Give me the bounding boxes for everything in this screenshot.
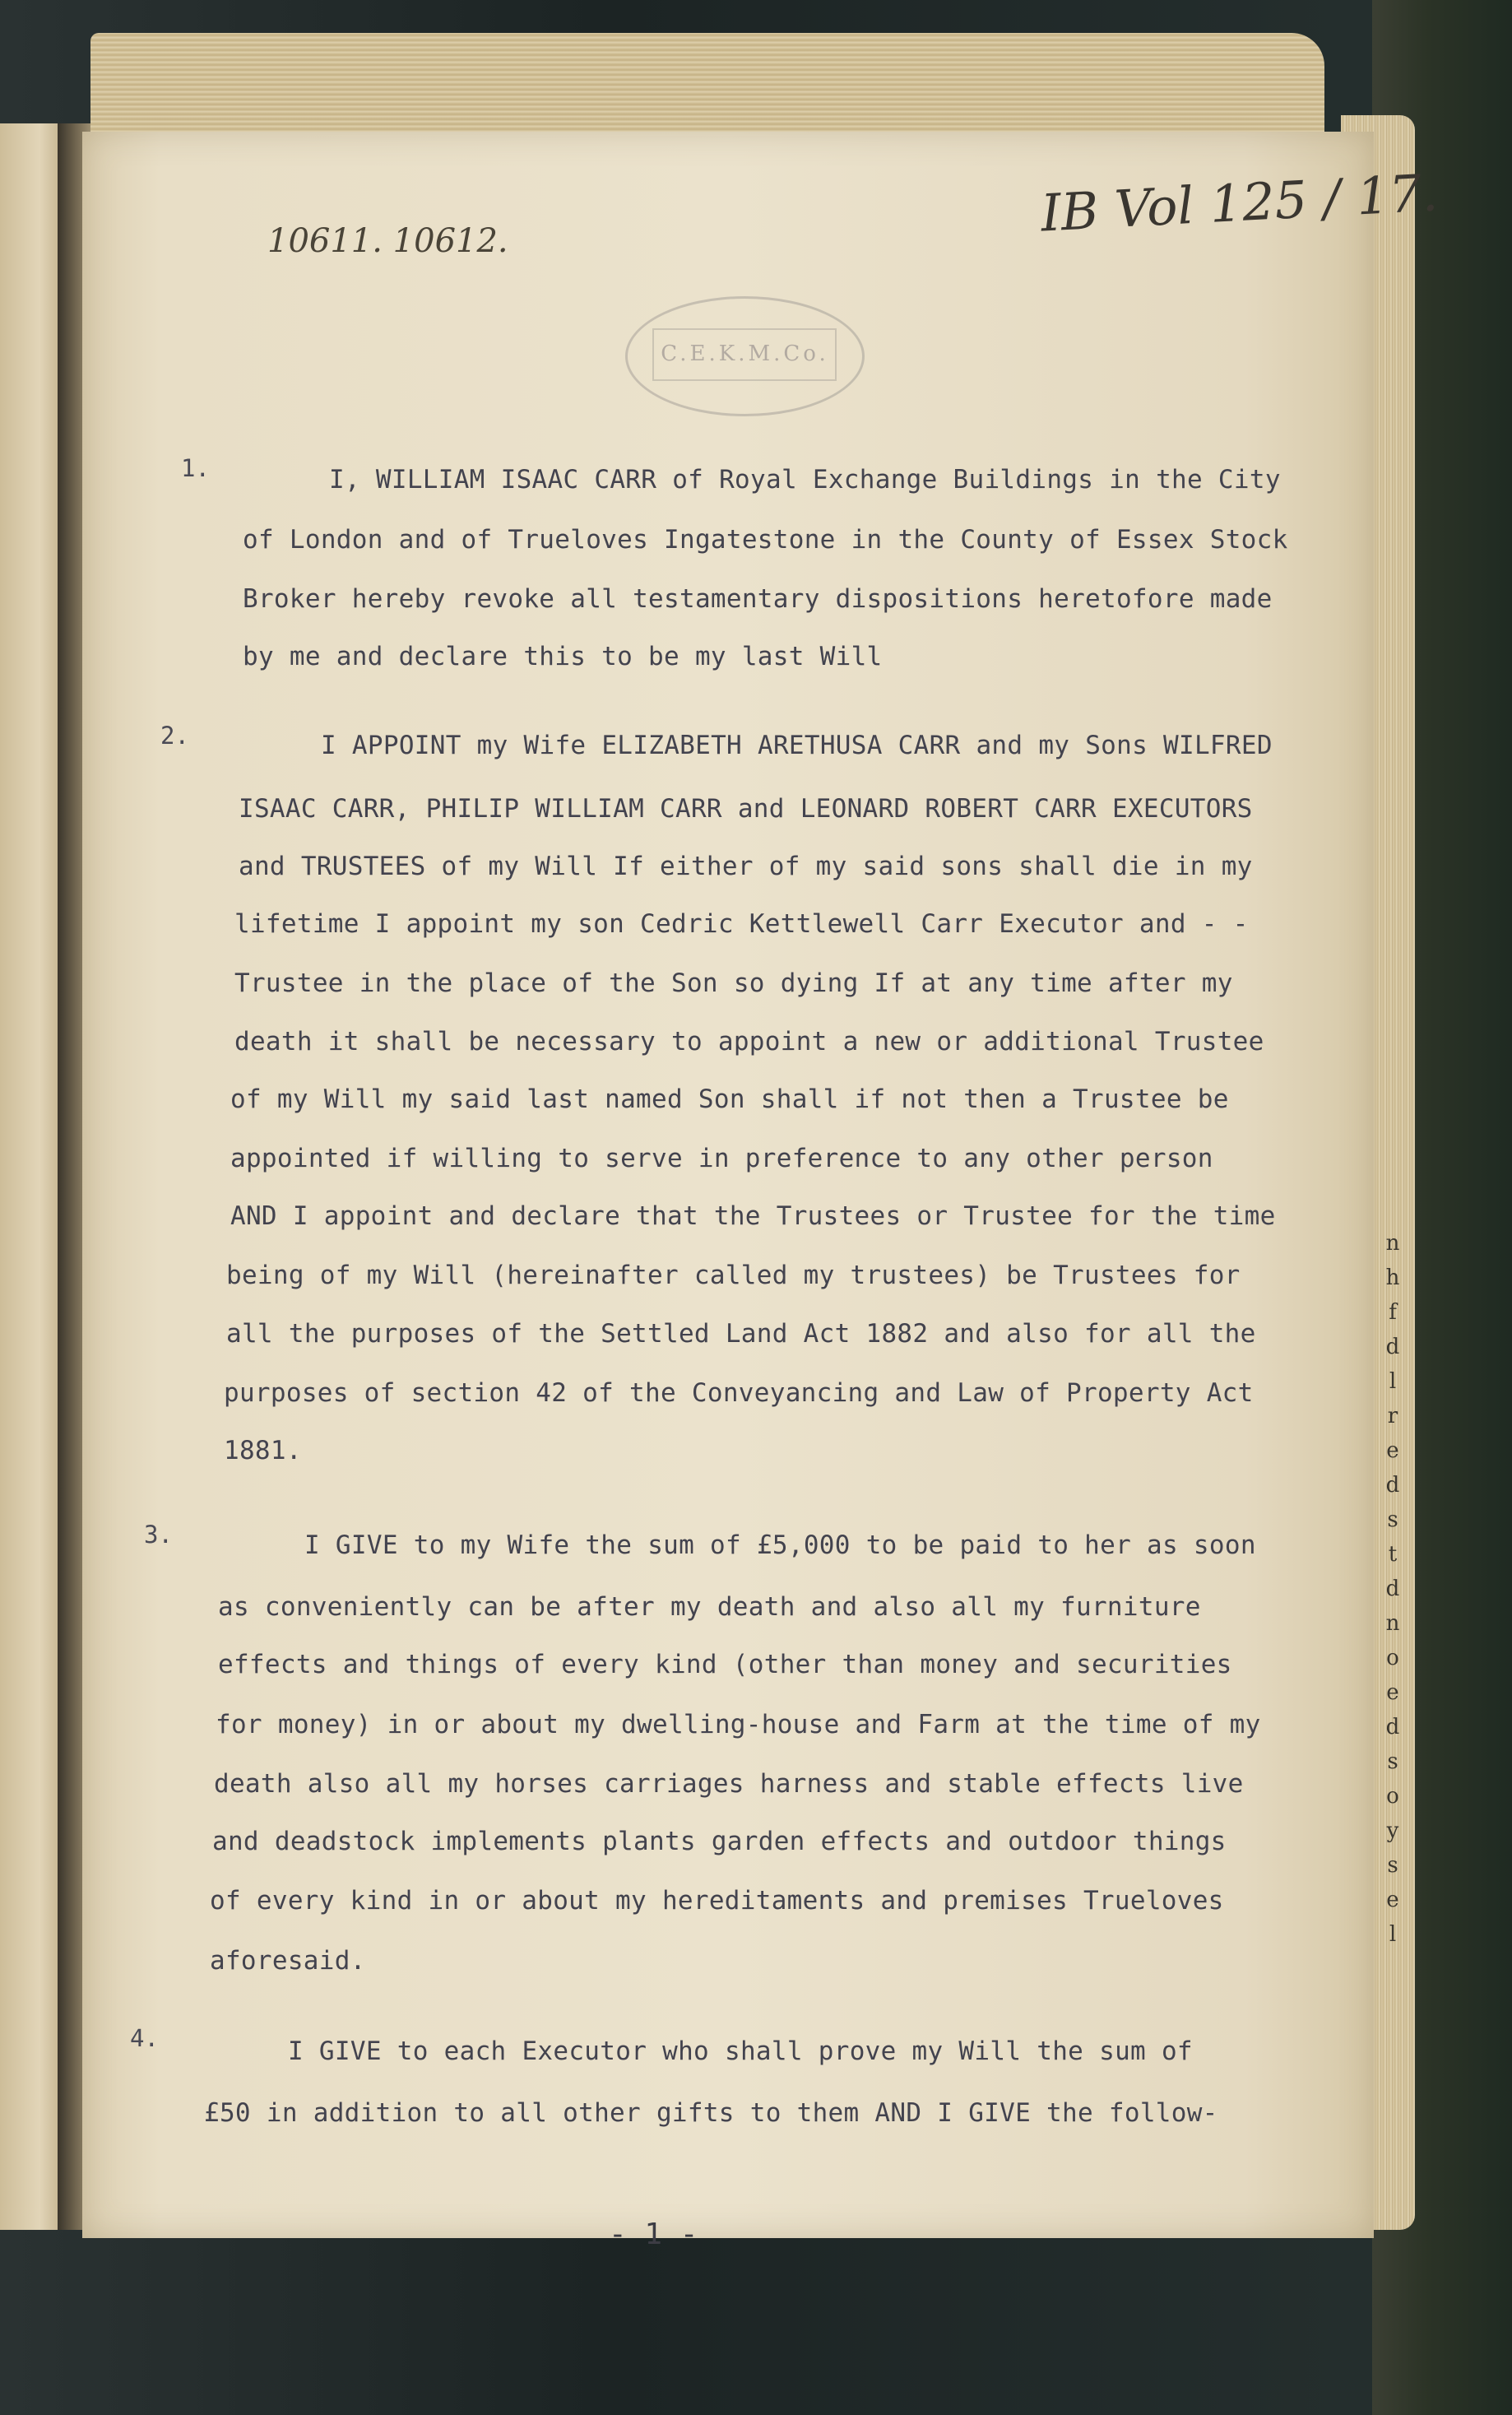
margin-letter: y bbox=[1386, 1818, 1399, 1843]
clause-4-line-1: I GIVE to each Executor who shall prove my Will the sum of bbox=[288, 2036, 1193, 2066]
margin-letter: s bbox=[1387, 1853, 1398, 1878]
clause-3-line-2: as conveniently can be after my death and also all my furniture bbox=[218, 1592, 1201, 1622]
clause-2-line-13: 1881. bbox=[224, 1436, 302, 1465]
adjacent-page-margin-letters bbox=[1380, 1226, 1405, 1952]
clause-number-1: 1. bbox=[181, 454, 210, 482]
page-number: - 1 - bbox=[609, 2218, 698, 2251]
clause-2-line-8: appointed if willing to serve in preference to any other person bbox=[230, 1144, 1213, 1173]
document-page bbox=[82, 132, 1440, 2251]
clause-2-line-2: ISAAC CARR, PHILIP WILLIAM CARR and LEONARD ROBERT CARR EXECUTORS bbox=[239, 794, 1253, 824]
reference-annotation: IB Vol 125 / 17. bbox=[1039, 162, 1440, 244]
clause-2-line-1: I APPOINT my Wife ELIZABETH ARETHUSA CARR and my Sons WILFRED bbox=[321, 731, 1273, 760]
clause-2-line-5: Trustee in the place of the Son so dying If at any time after my bbox=[234, 968, 1233, 998]
clause-number-4: 4. bbox=[130, 2024, 159, 2052]
margin-letter: n bbox=[1385, 1611, 1400, 1636]
clause-2-line-10: being of my Will (hereinafter called my trustees) be Trustees for bbox=[226, 1261, 1241, 1290]
margin-letter: e bbox=[1386, 1888, 1399, 1912]
clause-number-3: 3. bbox=[144, 1521, 173, 1549]
margin-letter: h bbox=[1385, 1266, 1400, 1290]
margin-letter: d bbox=[1385, 1715, 1400, 1739]
margin-letter: l bbox=[1389, 1369, 1397, 1394]
clause-2-line-9: AND I appoint and declare that the Trustees or Trustee for the time bbox=[230, 1201, 1276, 1231]
left-facing-page bbox=[0, 123, 66, 2230]
clause-2-line-4: lifetime I appoint my son Cedric Kettlewell Carr Executor and - - bbox=[234, 909, 1249, 939]
margin-letter: l bbox=[1389, 1922, 1397, 1947]
clause-1-line-1: I, WILLIAM ISAAC CARR of Royal Exchange Buildings in the City bbox=[329, 465, 1281, 495]
margin-letter: f bbox=[1389, 1300, 1397, 1325]
clause-3-line-4: for money) in or about my dwelling-house and Farm at the time of my bbox=[216, 1710, 1261, 1739]
margin-letter: s bbox=[1387, 1507, 1398, 1532]
clause-2-line-7: of my Will my said last named Son shall if not then a Trustee be bbox=[230, 1084, 1229, 1114]
clause-2-line-12: purposes of section 42 of the Conveyancing and Law of Property Act bbox=[224, 1378, 1254, 1408]
margin-letter: n bbox=[1385, 1231, 1400, 1256]
clause-2-line-6: death it shall be necessary to appoint a new or additional Trustee bbox=[234, 1027, 1264, 1057]
page-stack-top bbox=[90, 33, 1324, 132]
clause-1-line-3: Broker hereby revoke all testamentary dispositions heretofore made bbox=[243, 584, 1273, 614]
clause-3-line-1: I GIVE to my Wife the sum of £5,000 to be paid to her as soon bbox=[304, 1530, 1256, 1560]
clause-1-line-2: of London and of Trueloves Ingatestone in the County of Essex Stock bbox=[243, 525, 1288, 555]
clause-3-line-8: aforesaid. bbox=[210, 1946, 366, 1976]
stamp-text: C.E.K.M.Co. bbox=[661, 341, 829, 366]
clause-2-line-11: all the purposes of the Settled Land Act 1882 and also for all the bbox=[226, 1319, 1256, 1349]
margin-letter: d bbox=[1385, 1577, 1400, 1601]
clause-3-line-7: of every kind in or about my hereditaments and premises Trueloves bbox=[210, 1886, 1224, 1916]
margin-letter: e bbox=[1386, 1680, 1399, 1705]
clause-3-line-3: effects and things of every kind (other than money and securities bbox=[218, 1650, 1232, 1679]
margin-letter: d bbox=[1385, 1335, 1400, 1359]
margin-letter: s bbox=[1387, 1749, 1398, 1774]
clause-1-line-4: by me and declare this to be my last Will bbox=[243, 642, 883, 671]
clause-2-line-3: and TRUSTEES of my Will If either of my said sons shall die in my bbox=[239, 852, 1253, 881]
clause-4-line-2: £50 in addition to all other gifts to them AND I GIVE the follow- bbox=[204, 2098, 1218, 2128]
margin-letter: t bbox=[1388, 1542, 1398, 1567]
clause-number-2: 2. bbox=[160, 722, 189, 750]
margin-letter: d bbox=[1385, 1473, 1400, 1498]
margin-letter: o bbox=[1386, 1784, 1399, 1809]
clause-3-line-6: and deadstock implements plants garden effects and outdoor things bbox=[212, 1827, 1227, 1856]
folio-annotation: 10611. 10612. bbox=[267, 222, 508, 260]
margin-letter: e bbox=[1386, 1438, 1399, 1463]
embossed-stamp bbox=[625, 296, 865, 416]
margin-letter: r bbox=[1387, 1404, 1398, 1428]
margin-letter: o bbox=[1386, 1646, 1399, 1670]
clause-3-line-5: death also all my horses carriages harness and stable effects live bbox=[214, 1769, 1244, 1799]
